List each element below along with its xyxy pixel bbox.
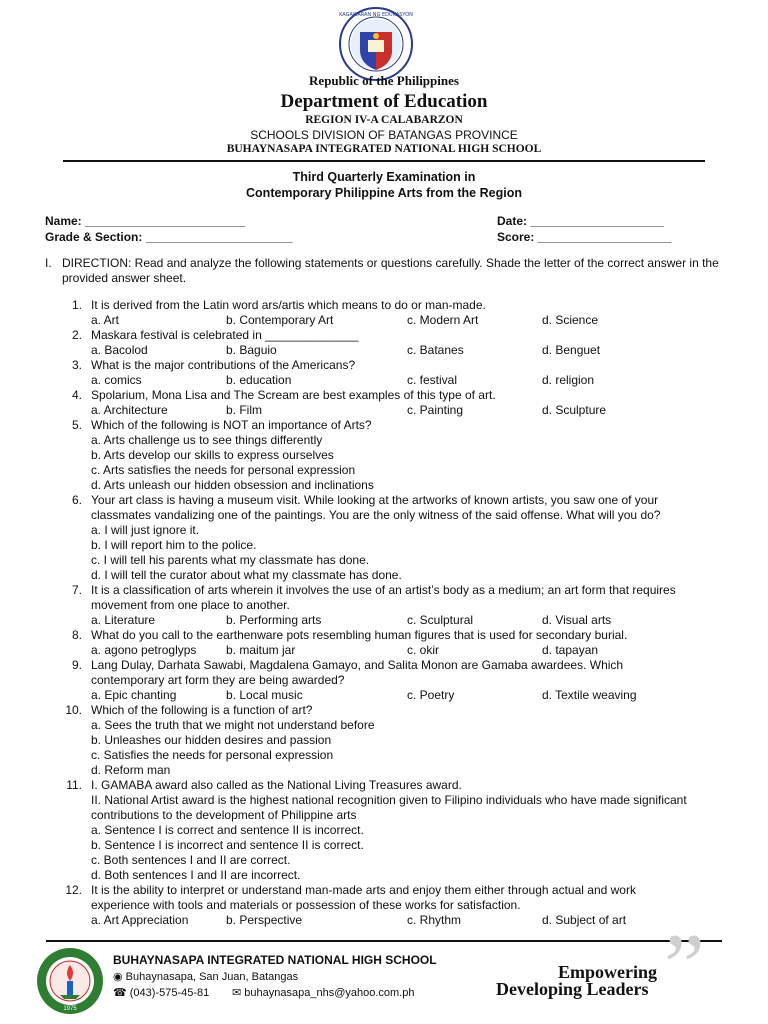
question-number: 1. (71, 298, 82, 312)
tagline-empowering: Empowering (558, 962, 657, 982)
question-text: Lang Dulay, Darhata Sawabi, Magdalena Gamayo, and Salita Monon are Gamaba awardees. Which (91, 658, 624, 672)
question-number: 5. (71, 418, 82, 432)
question-text: Maskara festival is celebrated in ______________ (91, 328, 359, 342)
question-text: What is the major contributions of the Americans? (91, 358, 356, 372)
answer-choice[interactable]: a. Epic chanting (91, 688, 177, 702)
question-line: classmates vandalizing one of the paintings. You are the only witness of the said offense. What will you do? (91, 508, 661, 522)
svg-text:KAGAWARAN NG EDUKASYON: KAGAWARAN NG EDUKASYON (339, 12, 413, 18)
answer-choice[interactable]: b. maitum jar (226, 643, 296, 657)
answer-choice[interactable]: c. Rhythm (407, 913, 462, 927)
exam-title-line2: Contemporary Philippine Arts from the Region (246, 186, 522, 200)
answer-choice[interactable]: d. Visual arts (542, 613, 612, 627)
footer-email[interactable]: buhaynasapa_nhs@yahoo.com.ph (244, 987, 415, 999)
division-line: SCHOOLS DIVISION OF BATANGAS PROVINCE (250, 128, 518, 142)
question-number: 8. (71, 628, 82, 642)
quote-mark-icon: ” (664, 915, 705, 1017)
republic-line: Republic of the Philippines (309, 73, 459, 88)
question-number: 7. (71, 583, 82, 597)
question-text: Your art class is having a museum visit. While looking at the artworks of known artists, you saw one of your (91, 493, 659, 507)
question-number: 6. (71, 493, 82, 507)
answer-choice[interactable]: d. religion (542, 373, 595, 387)
name-field[interactable]: Name: ________________________ (45, 214, 246, 228)
question-line: movement from one place to another. (91, 598, 290, 612)
answer-choice[interactable]: a. Bacolod (91, 343, 148, 357)
answer-choice[interactable]: c. okir (407, 643, 440, 657)
question-line: a. I will just ignore it. (91, 523, 200, 537)
question-line: experience with tools and materials or possession of these works for satisfaction. (91, 898, 521, 912)
question-number: 2. (71, 328, 82, 342)
footer-school-name: BUHAYNASAPA INTEGRATED NATIONAL HIGH SCHOOL (113, 953, 437, 967)
score-field[interactable]: Score: ____________________ (497, 230, 672, 244)
email-icon: ✉ (232, 987, 242, 999)
question-line: II. National Artist award is the highest national recognition given to Filipino individuals who have made significant (91, 793, 687, 807)
question-line: d. Both sentences I and II are incorrect. (91, 868, 301, 882)
question-line: b. Arts develop our skills to express ourselves (91, 448, 334, 462)
school-logo (36, 947, 104, 1015)
question-number: 3. (71, 358, 82, 372)
answer-choice[interactable]: d. Subject of art (542, 913, 627, 927)
question-text: What do you call to the earthenware pots resembling human figures that is used for secondary burial. (91, 628, 628, 642)
question-text: It is the ability to interpret or understand man-made arts and enjoy them either through actual and work (91, 883, 636, 897)
answer-choice[interactable]: a. Architecture (91, 403, 168, 417)
school-line: BUHAYNASAPA INTEGRATED NATIONAL HIGH SCHOOL (226, 143, 542, 155)
question-line: a. Sentence I is correct and sentence II is incorrect. (91, 823, 364, 837)
question-line: d. Reform man (91, 763, 171, 777)
exam-title-line1: Third Quarterly Examination in (292, 170, 476, 184)
answer-choice[interactable]: c. festival (407, 373, 458, 387)
question-text: Spolarium, Mona Lisa and The Scream are best examples of this type of art. (91, 388, 496, 402)
question-text: It is a classification of arts wherein it involves the use of an artist’s body as a medium; an art form that requires (91, 583, 676, 597)
question-line: c. Both sentences I and II are correct. (91, 853, 291, 867)
footer-address: Buhaynasapa, San Juan, Batangas (125, 971, 299, 983)
date-field[interactable]: Date: ____________________ (497, 214, 664, 228)
answer-choice[interactable]: b. Local music (226, 688, 303, 702)
answer-choice[interactable]: c. Modern Art (407, 313, 479, 327)
tagline-leaders: Developing Leaders (496, 979, 649, 999)
question-line: a. Sees the truth that we might not understand before (91, 718, 375, 732)
footer-address-row (113, 970, 298, 983)
region-line: REGION IV-A CALABARZON (305, 114, 463, 126)
question-number: 11. (66, 778, 82, 792)
footer-phone-row (113, 986, 209, 999)
question-line: d. I will tell the curator about what my classmate has done. (91, 568, 402, 582)
answer-choice[interactable]: c. Painting (407, 403, 464, 417)
answer-choice[interactable]: b. Perspective (226, 913, 303, 927)
question-number: 10. (65, 703, 82, 717)
question-number: 12. (65, 883, 82, 897)
direction-numeral: I. (45, 256, 52, 270)
question-text: Which of the following is NOT an importance of Arts? (91, 418, 372, 432)
answer-choice[interactable]: b. education (226, 373, 292, 387)
question-number: 9. (71, 658, 82, 672)
grade-section-field[interactable]: Grade & Section: ______________________ (45, 230, 293, 244)
answer-choice[interactable]: a. Literature (91, 613, 156, 627)
answer-choice[interactable]: c. Sculptural (407, 613, 474, 627)
answer-choice[interactable]: a. Art Appreciation (91, 913, 189, 927)
question-line: b. Unleashes our hidden desires and passion (91, 733, 332, 747)
direction-text: DIRECTION: Read and analyze the following statements or questions carefully. Shade the letter of the correct answer in the provided answer sheet. (62, 256, 719, 285)
footer-email-row (232, 986, 414, 999)
question-line: a. Arts challenge us to see things differently (91, 433, 323, 447)
question-line: c. Satisfies the needs for personal expression (91, 748, 334, 762)
question-line: contemporary art form they are being awarded? (91, 673, 345, 687)
question-text: I. GAMABA award also called as the National Living Treasures award. (91, 778, 462, 792)
answer-choice[interactable]: d. Sculpture (542, 403, 607, 417)
department-title: Department of Education (280, 91, 488, 112)
answer-choice[interactable]: d. Benguet (542, 343, 601, 357)
answer-choice[interactable]: a. Art (91, 313, 120, 327)
question-line: c. I will tell his parents what my classmate has done. (91, 553, 370, 567)
question-number: 4. (71, 388, 82, 402)
answer-choice[interactable]: c. Poetry (407, 688, 455, 702)
direction-block (45, 256, 725, 286)
deped-seal (338, 6, 414, 82)
question-text: Which of the following is a function of art? (91, 703, 313, 717)
question-line: b. Sentence I is incorrect and sentence II is correct. (91, 838, 364, 852)
footer-divider (46, 940, 722, 942)
logo-year: 1975 (63, 1006, 77, 1012)
question-line: d. Arts unleash our hidden obsession and inclinations (91, 478, 374, 492)
answer-choice[interactable]: b. Performing arts (226, 613, 322, 627)
question-text: It is derived from the Latin word ars/artis which means to do or man-made. (91, 298, 486, 312)
answer-choice[interactable]: b. Baguio (226, 343, 277, 357)
question-line: contributions to the development of Philippine arts (91, 808, 357, 822)
header-divider (63, 160, 705, 162)
answer-choice[interactable]: c. Batanes (407, 343, 464, 357)
answer-choice[interactable]: d. Science (542, 313, 599, 327)
answer-choice[interactable]: a. comics (91, 373, 142, 387)
answer-choice[interactable]: d. Textile weaving (542, 688, 637, 702)
footer-phone: (043)-575-45-81 (129, 987, 210, 999)
question-line: c. Arts satisfies the needs for personal expression (91, 463, 356, 477)
answer-choice[interactable]: b. Film (226, 403, 262, 417)
location-icon: ◉ (113, 971, 123, 983)
answer-choice[interactable]: a. agono petroglyps (91, 643, 197, 657)
phone-icon: ☎ (113, 987, 127, 999)
answer-choice[interactable]: d. tapayan (542, 643, 599, 657)
answer-choice[interactable]: b. Contemporary Art (226, 313, 334, 327)
question-line: b. I will report him to the police. (91, 538, 257, 552)
